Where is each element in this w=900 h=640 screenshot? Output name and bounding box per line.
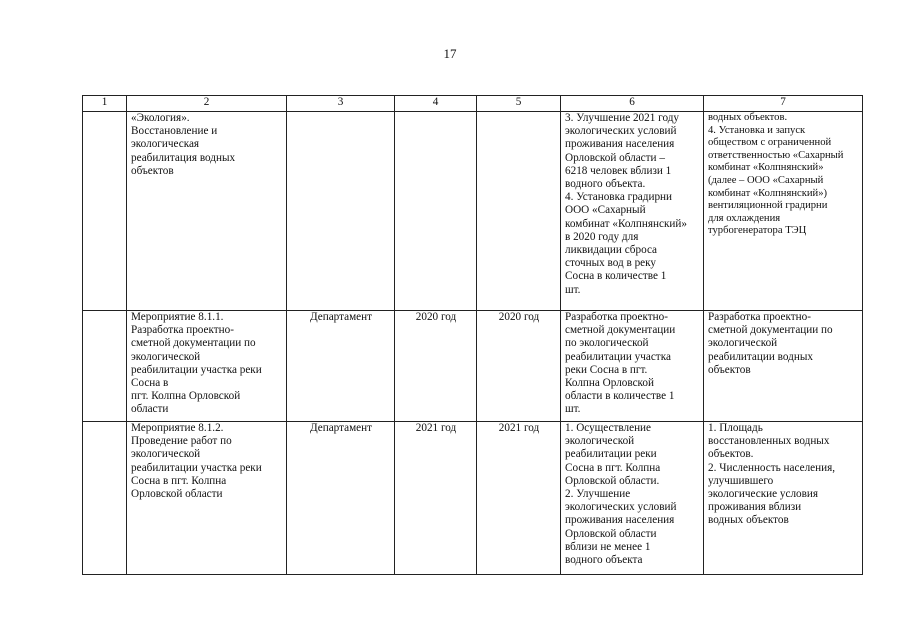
cell-measure-name: Мероприятие 8.1.2. Проведение работ по экологической реабилитации участка реки Сосна в пгт. Колпна Орловской области: [127, 422, 287, 575]
cell-expected-result: 1. Осуществление экологической реабилитации реки Сосна в пгт. Колпна Орловской области. 2. Улучшение экологических условий проживания населения Орловской области вблизи не менее 1 водного объекта: [561, 422, 704, 575]
cell-executor: Департамент: [287, 311, 395, 422]
column-header-2: 2: [127, 96, 287, 112]
cell-end-date: 2021 год: [477, 422, 561, 575]
header-row: [83, 96, 863, 112]
column-header-1: 1: [83, 96, 127, 112]
cell-start-date: 2021 год: [395, 422, 477, 575]
page-number: 17: [443, 46, 457, 61]
cell-start-date: 2020 год: [395, 311, 477, 422]
column-header-4: 4: [395, 96, 477, 112]
cell-end-date: 2020 год: [477, 311, 561, 422]
measures-table: [82, 95, 863, 575]
cell-number: [83, 422, 127, 575]
cell-end-date: [477, 112, 561, 311]
cell-number: [83, 311, 127, 422]
cell-measure-name: Мероприятие 8.1.1. Разработка проектно- сметной документации по экологической реабилитации участка реки Сосна в пгт. Колпна Орловской области: [127, 311, 287, 422]
cell-expected-result: 3. Улучшение 2021 году экологических условий проживания населения Орловской области – 6218 человек вблизи 1 водного объекта. 4. Установка градирни ООО «Сахарный комбинат «Колпнянский» в 2020 году для ликвидации сброса сточных вод в реку Сосна в количестве 1 шт.: [561, 112, 704, 311]
column-header-5: 5: [477, 96, 561, 112]
column-header-3: 3: [287, 96, 395, 112]
cell-indicator-link: 1. Площадь восстановленных водных объектов. 2. Численность населения, улучшившего экологические условия проживания вблизи водных объектов: [704, 422, 863, 575]
column-header-6: 6: [561, 96, 704, 112]
table-row: [83, 422, 863, 575]
cell-number: [83, 112, 127, 311]
cell-measure-name: «Экология». Восстановление и экологическая реабилитация водных объектов: [127, 112, 287, 311]
table-row: [83, 311, 863, 422]
cell-executor: Департамент: [287, 422, 395, 575]
table-row: [83, 112, 863, 311]
cell-executor: [287, 112, 395, 311]
cell-expected-result: Разработка проектно- сметной документации по экологической реабилитации участка реки Сосна в пгт. Колпна Орловской области в количестве 1 шт.: [561, 311, 704, 422]
cell-start-date: [395, 112, 477, 311]
column-header-7: 7: [704, 96, 863, 112]
cell-indicator-link: Разработка проектно- сметной документации по экологической реабилитации водных объектов: [704, 311, 863, 422]
cell-indicator-link: водных объектов. 4. Установка и запуск обществом с ограниченной ответственностью «Сахарный комбинат «Колпнянский» (далее – ООО «Сахарный комбинат «Колпнянский») вентиляционной градирни для охлаждения турбогенератора ТЭЦ: [704, 112, 863, 311]
